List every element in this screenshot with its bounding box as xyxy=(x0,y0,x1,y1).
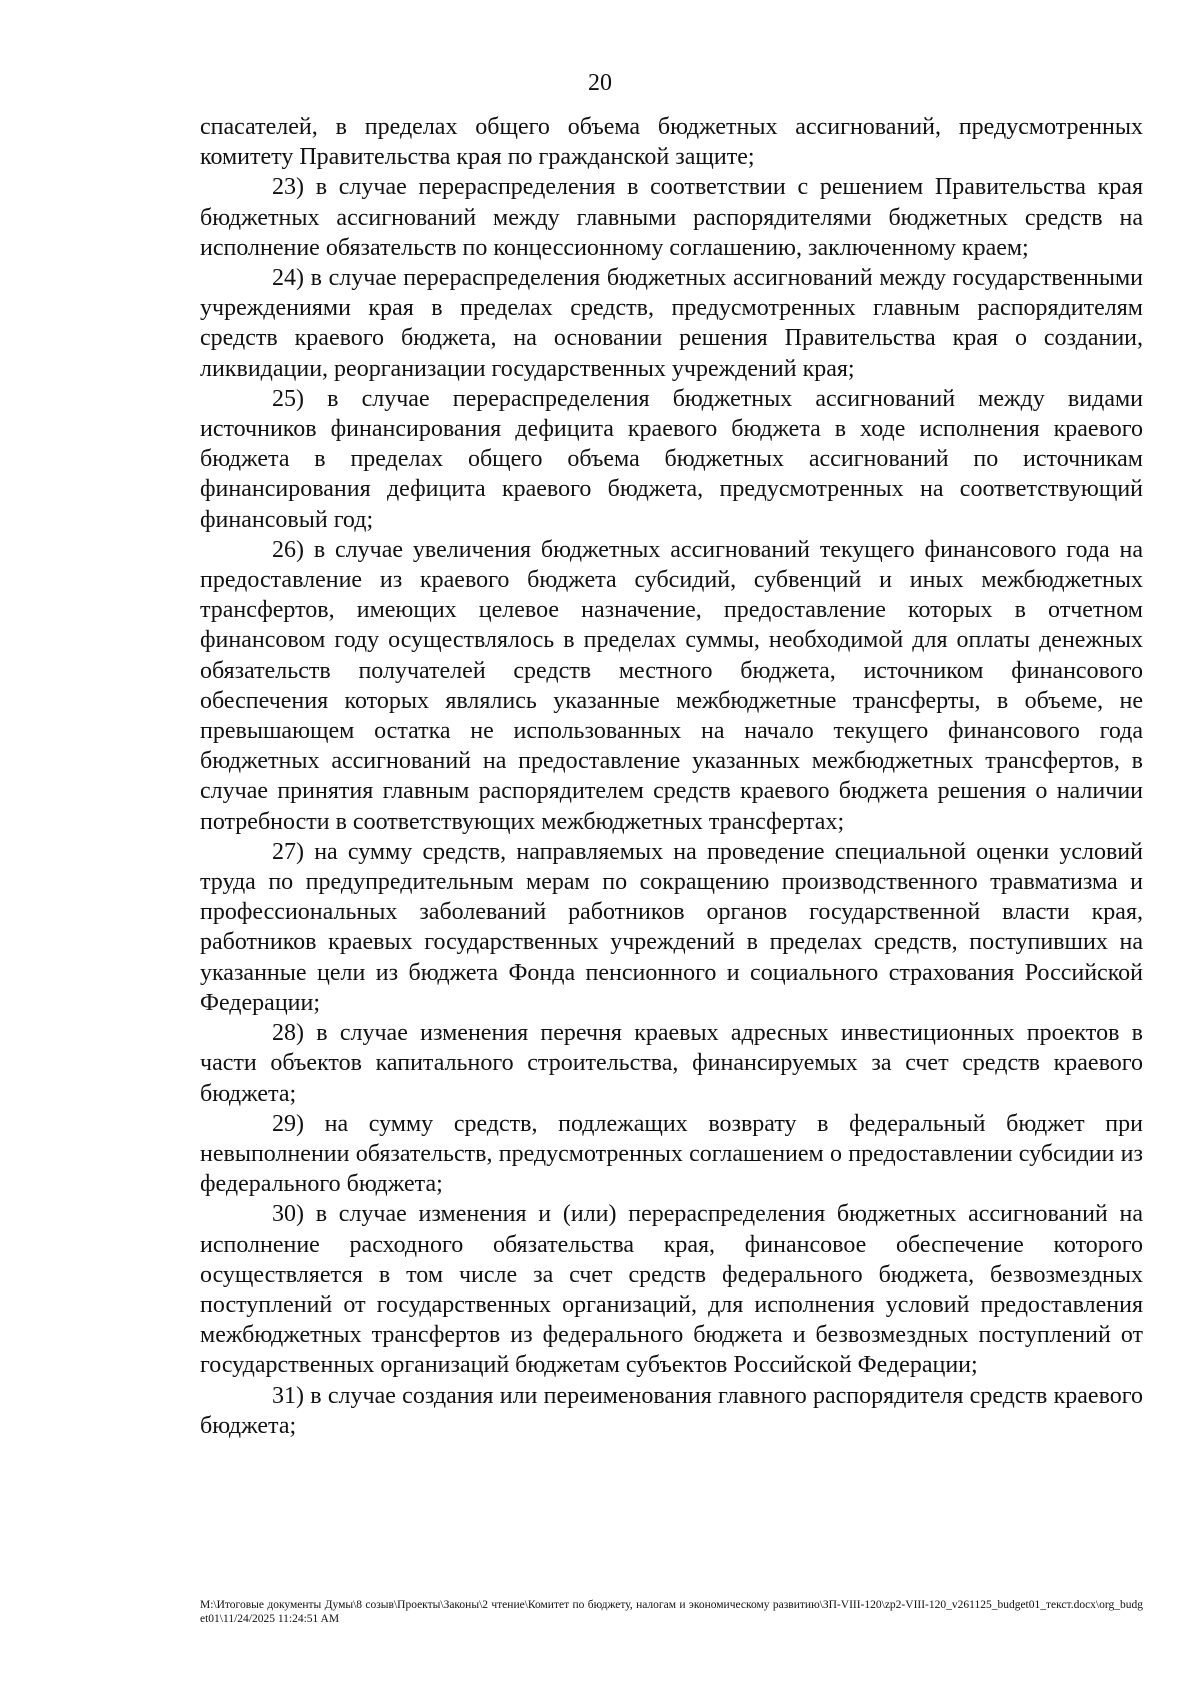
paragraph-item-27: 27) на сумму средств, направляемых на проведение специальной оценки условий труда по предупредительным мерам по сокращению производственного травматизма и профессиональных заболеваний работников органов государственной власти края, работников краевых государственных учреждений в пределах средств, поступивших на указанные цели из бюджета Фонда пенсионного и социального страхования Российской Федерации; xyxy=(200,838,1143,1016)
paragraph-continuation: спасателей, в пределах общего объема бюджетных ассигнований, предусмотренных комитету Правительства края по гражданской защите; xyxy=(200,114,1143,171)
paragraph-item-28: 28) в случае изменения перечня краевых адресных инвестиционных проектов в части объектов капитального строительства, финансируемых за счет средств краевого бюджета; xyxy=(200,1020,1143,1107)
footer-file-path: M:\Итоговые документы Думы\8 созыв\Проекты\Законы\2 чтение\Комитет по бюджету, налогам и экономическому развитию\ЗП-VIII-120\zp2-VIII-120_v261125_budget01_текст.docx\org_budget01\11/24/2025 11:24:51 AM xyxy=(200,1599,1143,1625)
paragraph-item-23: 23) в случае перераспределения в соответствии с решением Правительства края бюджетных ассигнований между главными распорядителями бюджетных средств на исполнение обязательств по концессионному соглашению, заключенному краем; xyxy=(200,174,1143,261)
paragraph-item-24: 24) в случае перераспределения бюджетных ассигнований между государственными учреждениями края в пределах средств, предусмотренных главным распорядителям средств краевого бюджета, на основании решения Правительства края о создании, ликвидации, реорганизации государственных учреждений края; xyxy=(200,265,1143,382)
paragraph-item-30: 30) в случае изменения и (или) перераспределения бюджетных ассигнований на исполнение расходного обязательства края, финансовое обеспечение которого осуществляется в том числе за счет средств федерального бюджета, безвозмездных поступлений от государственных организаций, для исполнения условий предоставления межбюджетных трансфертов из федерального бюджета и безвозмездных поступлений от государственных организаций бюджетам субъектов Российской Федерации; xyxy=(200,1201,1143,1379)
page-number: 20 xyxy=(588,70,612,96)
paragraph-item-29: 29) на сумму средств, подлежащих возврату в федеральный бюджет при невыполнении обязательств, предусмотренных соглашением о предоставлении субсидии из федерального бюджета; xyxy=(200,1110,1143,1198)
paragraph-item-31: 31) в случае создания или переименования главного распорядителя средств краевого бюджета; xyxy=(200,1382,1143,1439)
paragraph-item-26: 26) в случае увеличения бюджетных ассигнований текущего финансового года на предоставление из краевого бюджета субсидий, субвенций и иных межбюджетных трансфертов, имеющих целевое назначение, предоставление которых в отчетном финансовом году осуществлялось в пределах суммы, необходимой для оплаты денежных обязательств получателей средств местного бюджета, источником финансового обеспечения которых являлись указанные межбюджетные трансферты, в объеме, не превышающем остатка не использованных на начало текущего финансового года бюджетных ассигнований на предоставление указанных межбюджетных трансфертов, в случае принятия главным распорядителем средств краевого бюджета решения о наличии потребности в соответствующих межбюджетных трансфертах; xyxy=(200,536,1143,835)
paragraph-item-25: 25) в случае перераспределения бюджетных ассигнований между видами источников финансирования дефицита краевого бюджета в ходе исполнения краевого бюджета в пределах общего объема бюджетных ассигнований по источникам финансирования дефицита краевого бюджета, предусмотренных на соответствующий финансовый год; xyxy=(200,385,1143,533)
document-body xyxy=(200,112,1143,1441)
